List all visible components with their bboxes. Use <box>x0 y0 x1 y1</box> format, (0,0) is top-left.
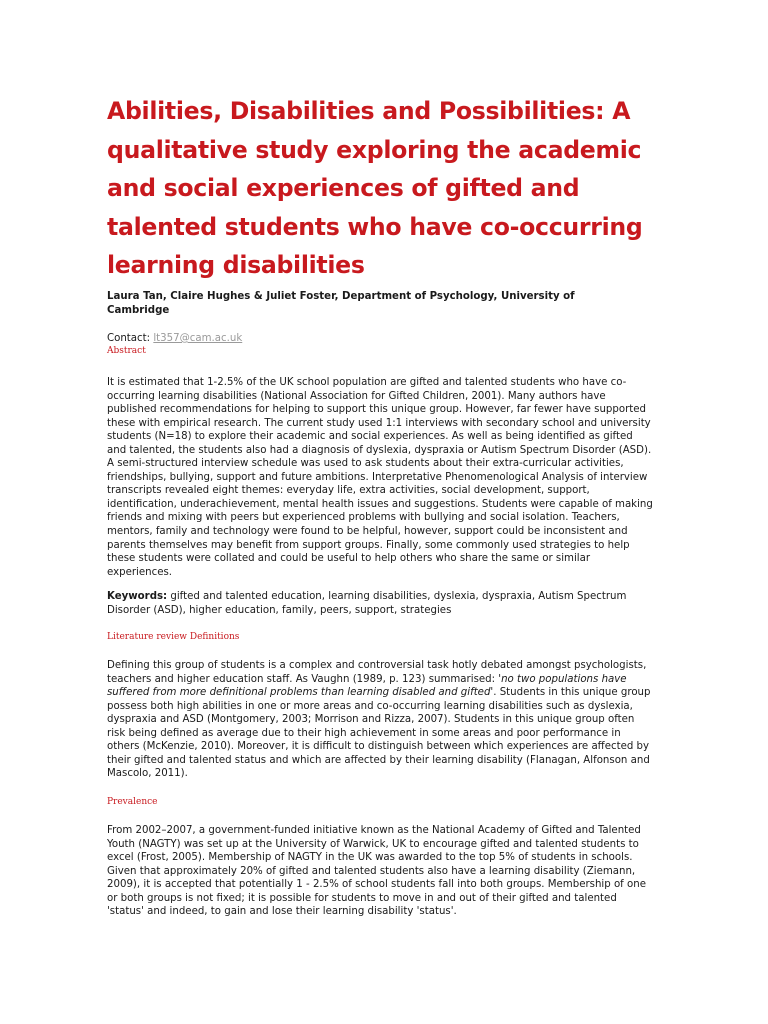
abstract-paragraph: It is estimated that 1-2.5% of the UK school population are gifted and talented students who have co-occurring learning disabilities (National Association for Gifted Children, 2001). Many authors have published recommendations for helping to support this unique group. However, far fewer have supported these with empirical research. The current study used 1:1 interviews with secondary school and university students (N=18) to explore their academic and social experiences. As well as being identified as gifted and talented, the students also had a diagnosis of dyslexia, dyspraxia or Autism Spectrum Disorder (ASD). A semi-structured interview schedule was used to ask students about their extra-curricular activities, friendships, bullying, support and future ambitions. Interpretative Phenomenological Analysis of interview transcripts revealed eight themes: everyday life, extra activities, social development, support, identification, underachievement, mental health issues and suggestions. Students were capable of making friends and mixing with peers but experienced problems with bullying and social isolation. Teachers, mentors, family and technology were found to be helpful, however, support could be inconsistent and parents themselves may benefit from support groups. Finally, some commonly used strategies to help these students were collated and could be useful to help others who share the same or similar experiences. <box>107 377 653 578</box>
keywords-text: gifted and talented education, learning disabilities, dyslexia, dyspraxia, Autism Spectrum Disorder (ASD), higher education, family, peers, support, strategies <box>107 591 627 616</box>
prevalence-paragraph: From 2002–2007, a government-funded initiative known as the National Academy of Gifted and Talented Youth (NAGTY) was set up at the University of Warwick, UK to encourage gifted and talented students to excel (Frost, 2005). Membership of NAGTY in the UK was awarded to the top 5% of students in schools. Given that approximately 20% of gifted and talented students also have a learning disability (Ziemann, 2009), it is accepted that potentially 1 - 2.5% of school students fall into both groups. Membership of one or both groups is not fixed; it is possible for students to move in and out of their gifted and talented 'status' and indeed, to gain and lose their learning disability 'status'. <box>107 825 646 918</box>
contact-label: Contact: <box>107 333 151 344</box>
literature-review-text-1: Defining this group of students is a complex and controversial task hotly debated amongst psychologists, teachers and higher education staff. As Vaughn (1989, p. 123) summarised: <box>107 660 647 685</box>
literature-review-text-2: . Students in this unique group possess both high abilities in one or more areas and co-occurring learning disabilities such as dyslexia, dyspraxia and ASD (Montgomery, 2003; Morrison and Rizza, 2007). Students in this unique group often risk being defined as average due to their high achievement in some areas and poor performance in others (McKenzie, 2010). Moreover, it is difficult to distinguish between which experiences are affected by their gifted and talented status and which are affected by their learning disability (Flanagan, Alfonson and Mascolo, 2011). <box>107 687 651 780</box>
prevalence-heading: Prevalence <box>107 797 158 807</box>
abstract-heading: Abstract <box>107 346 146 356</box>
vaughn-quote: 'no two populations have suffered from more definitional problems than learning disabled and gifted' <box>107 673 627 699</box>
contact-line <box>107 332 242 345</box>
literature-review-paragraph <box>107 659 655 781</box>
author-line: Laura Tan, Claire Hughes & Juliet Foster, Department of Psychology, University of Cambridge <box>107 291 575 316</box>
paper-title: Abilities, Disabilities and Possibilities: A qualitative study exploring the academic and social experiences of gifted and talented students who have co-occurring learning disabilities <box>107 97 643 279</box>
keywords-label: Keywords: <box>107 591 168 602</box>
keywords-paragraph <box>107 590 655 617</box>
literature-review-heading: Literature review Definitions <box>107 632 240 642</box>
contact-email-link[interactable]: lt357@cam.ac.uk <box>153 333 243 344</box>
